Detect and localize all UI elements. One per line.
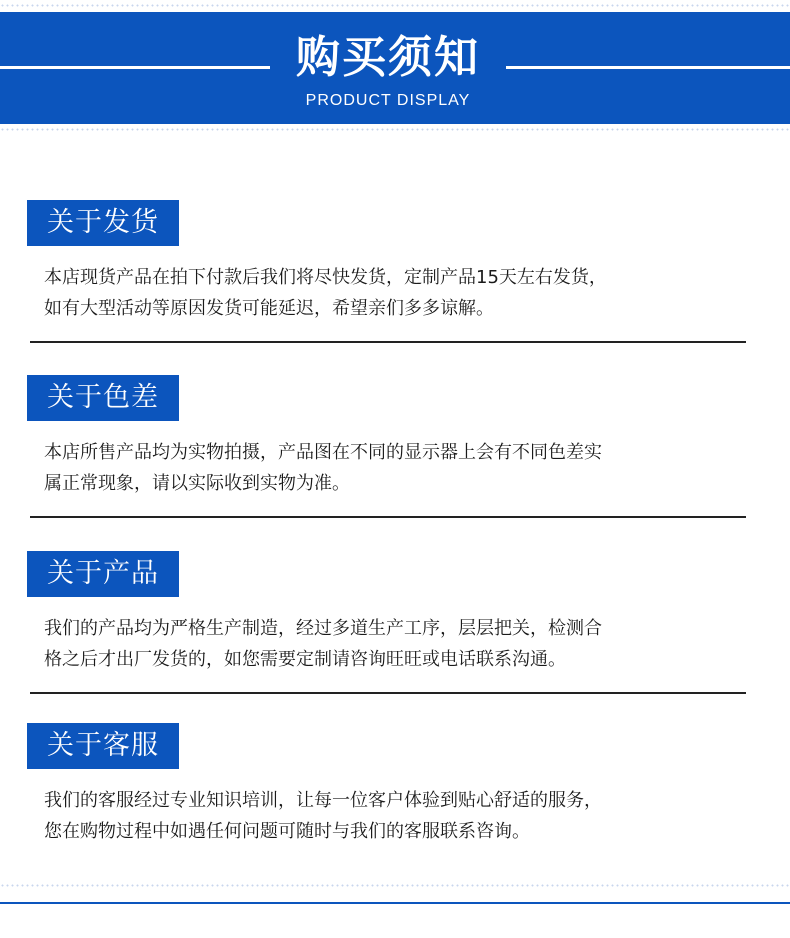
header-rule-right <box>506 66 790 69</box>
page-header <box>0 0 790 133</box>
decorative-dots <box>0 884 790 887</box>
section-heading: 关于产品 <box>27 551 179 597</box>
section-heading: 关于色差 <box>27 375 179 421</box>
decorative-dots <box>0 128 790 131</box>
section-divider <box>30 692 746 694</box>
text-line: 我们的产品均为严格生产制造，经过多道生产工序，层层把关，检测合 <box>44 618 602 639</box>
text-line: 本店现货产品在拍下付款后我们将尽快发货，定制产品15天左右发货， <box>44 267 607 288</box>
section-text <box>44 785 764 847</box>
section-heading: 关于发货 <box>27 200 179 246</box>
footer-rule <box>0 902 790 904</box>
page-subtitle: PRODUCT DISPLAY <box>305 92 471 109</box>
section-divider <box>30 516 746 518</box>
section-heading: 关于客服 <box>27 723 179 769</box>
text-line: 格之后才出厂发货的，如您需要定制请咨询旺旺或电话联系沟通。 <box>44 649 566 670</box>
page-title: 购买须知 <box>296 32 480 83</box>
text-line: 属正常现象，请以实际收到实物为准。 <box>44 473 350 494</box>
text-line: 如有大型活动等原因发货可能延迟，希望亲们多多谅解。 <box>44 298 494 319</box>
text-line: 我们的客服经过专业知识培训，让每一位客户体验到贴心舒适的服务， <box>44 790 602 811</box>
section-text <box>44 613 764 675</box>
section-divider <box>30 341 746 343</box>
header-rule-left <box>0 66 270 69</box>
decorative-dots <box>0 4 790 7</box>
section-text <box>44 437 764 499</box>
section-text <box>44 262 764 324</box>
text-line: 您在购物过程中如遇任何问题可随时与我们的客服联系咨询。 <box>44 821 530 842</box>
text-line: 本店所售产品均为实物拍摄，产品图在不同的显示器上会有不同色差实 <box>44 442 602 463</box>
